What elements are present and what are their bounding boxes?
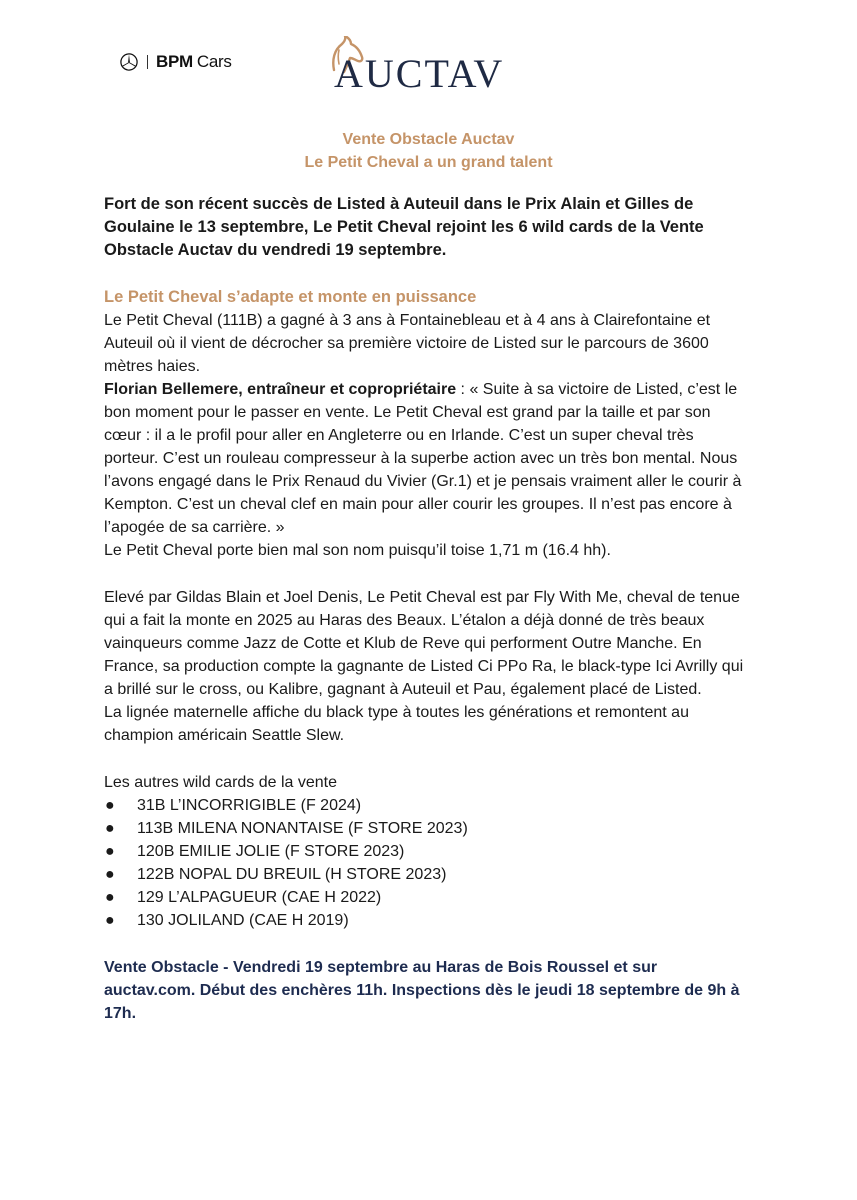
auctav-logo-text: AUCTAV xyxy=(334,51,505,96)
bullet-icon: ● xyxy=(105,912,115,929)
dam-line-paragraph: La lignée maternelle affiche du black type à toutes les générations et remontent au champion américain Seattle Slew. xyxy=(104,704,689,744)
title-line-2: Le Petit Cheval a un grand talent xyxy=(304,154,553,171)
lead-paragraph: Fort de son récent succès de Listed à Auteuil dans le Prix Alain et Gilles de Goulaine le 13 septembre, Le Petit Cheval rejoint les 6 wild cards de la Vente Obstacle Auctav du vendredi 19 septembre. xyxy=(104,195,704,259)
list-item: ● 113B MILENA NONANTAISE (F STORE 2023) xyxy=(104,817,749,840)
list-item: ● 120B EMILIE JOLIE (F STORE 2023) xyxy=(104,840,749,863)
quote-author: Florian Bellemere, entraîneur et copropriétaire xyxy=(104,381,457,398)
section-heading: Le Petit Cheval s’adapte et monte en puissance xyxy=(104,288,477,306)
header xyxy=(0,0,857,110)
wildcards-intro: Les autres wild cards de la vente xyxy=(104,774,338,791)
breeding-paragraph: Elevé par Gildas Blain et Joel Denis, Le Petit Cheval est par Fly With Me, cheval de tenue qui a fait la monte en 2025 au Haras des Beaux. L’étalon a déjà donné de très beaux vainqueurs comme Jazz de Cotte et Klub de Reve qui performent Outre Manche. En France, sa production compte la gagnante de Listed Ci PPo Ra, le black-type Ici Avrilly qui a brillé sur le cross, ou Kalibre, gagnant à Auteuil et Pau, également placé de Listed. xyxy=(104,589,744,698)
wildcards-list xyxy=(104,794,749,932)
quote-text: : « Suite à sa victoire de Listed, c’est le bon moment pour le passer en vente. Le Petit Cheval est grand par la taille et par son cœur : il a le profil pour aller en Angleterre ou en Irlande. C’est un super cheval très porteur. C’est un rouleau compresseur à la superbe action avec un très bon mental. Nous l’avons engagé dans le Prix Renaud du Vivier (Gr.1) et je pensais vraiment aller le courir à Kempton. C’est un cheval clef en main pour aller courir les groupes. Il n’est pas encore à l’apogée de sa carrière. » xyxy=(104,381,742,536)
trainer-quote-paragraph xyxy=(104,378,749,539)
list-item: ● 31B L’INCORRIGIBLE (F 2024) xyxy=(104,794,749,817)
height-paragraph: Le Petit Cheval porte bien mal son nom puisqu’il toise 1,71 m (16.4 hh). xyxy=(104,542,611,559)
bullet-icon: ● xyxy=(105,866,115,883)
mercedes-star-icon xyxy=(120,53,138,71)
bullet-icon: ● xyxy=(105,820,115,837)
auctav-logo xyxy=(322,36,534,96)
bpm-cars-suffix: Cars xyxy=(196,52,232,71)
sale-info-footer: Vente Obstacle - Vendredi 19 septembre au Haras de Bois Roussel et sur auctav.com. Début des enchères 11h. Inspections dès le jeudi 18 septembre de 9h à 17h. xyxy=(104,959,740,1022)
article-body xyxy=(104,193,749,1025)
bullet-icon: ● xyxy=(105,889,115,906)
bullet-icon: ● xyxy=(105,843,115,860)
bullet-icon: ● xyxy=(105,797,115,814)
title-line-1: Vente Obstacle Auctav xyxy=(342,131,515,148)
list-item: ● 130 JOLILAND (CAE H 2019) xyxy=(104,909,749,932)
bpm-brand: BPM Cars xyxy=(156,52,232,71)
list-item: ● 122B NOPAL DU BREUIL (H STORE 2023) xyxy=(104,863,749,886)
press-title xyxy=(0,128,857,174)
logo-separator xyxy=(147,55,148,69)
bpm-cars-logo xyxy=(120,52,232,72)
horse-record-paragraph: Le Petit Cheval (111B) a gagné à 3 ans à Fontainebleau et à 4 ans à Clairefontaine et Auteuil où il vient de décrocher sa première victoire de Listed sur le parcours de 3600 mètres haies. xyxy=(104,312,711,375)
list-item: ● 129 L’ALPAGUEUR (CAE H 2022) xyxy=(104,886,749,909)
